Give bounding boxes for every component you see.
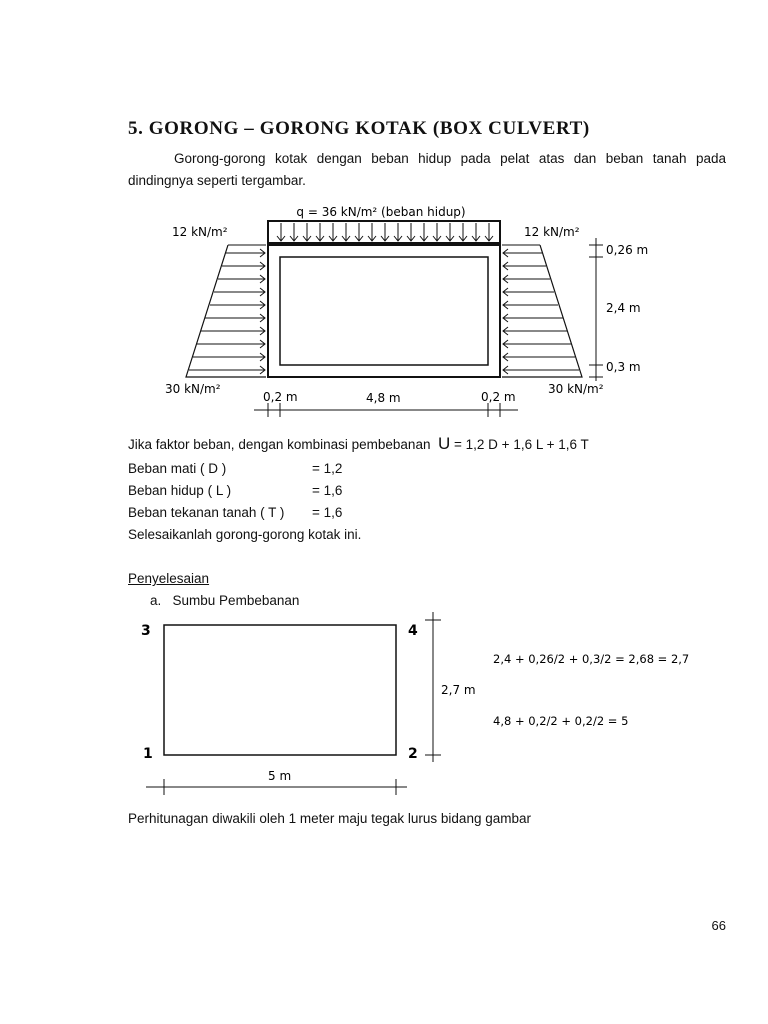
step-a <box>150 593 299 608</box>
horizontal-dimension <box>254 403 518 417</box>
live-load-arrows <box>277 223 493 241</box>
intro-text: Gorong-gorong kotak dengan beban hidup pada pelat atas dan beban tanah pada dindingnya seperti tergambar. <box>128 151 726 188</box>
dim-height: 2,4 m <box>606 301 641 315</box>
vertical-dimension <box>589 238 603 381</box>
top-left-pressure: 12 kN/m² <box>172 225 228 239</box>
left-pressure-arrows <box>189 249 265 374</box>
node-2: 2 <box>408 746 418 762</box>
page-number: 66 <box>711 918 726 933</box>
node-3: 3 <box>141 623 151 639</box>
factor-label-soil: Beban tekanan tanah ( T ) <box>128 505 285 520</box>
bottom-left-pressure: 30 kN/m² <box>165 382 221 396</box>
combo-formula: = 1,2 D + 1,6 L + 1,6 T <box>454 437 589 452</box>
right-pressure-arrows <box>503 249 579 374</box>
frame-vertical-dimension <box>425 612 441 762</box>
culvert-outer <box>268 245 500 377</box>
bottom-right-pressure: 30 kN/m² <box>548 382 604 396</box>
dim-top-slab: 0,26 m <box>606 243 649 257</box>
load-combination-line <box>128 434 589 454</box>
factor-value-dead: = 1,2 <box>312 461 343 476</box>
note-text: Perhitunagan diwakili oleh 1 meter maju tegak lurus bidang gambar <box>128 811 531 826</box>
frame-height-label: 2,7 m <box>441 683 476 697</box>
factor-value-soil: = 1,6 <box>312 505 343 520</box>
calc-width: 4,8 + 0,2/2 + 0,2/2 = 5 <box>493 714 629 728</box>
top-right-pressure: 12 kN/m² <box>524 225 580 239</box>
dim-bottom-slab: 0,3 m <box>606 360 641 374</box>
node-1: 1 <box>143 746 153 762</box>
task-text: Selesaikanlah gorong-gorong kotak ini. <box>128 527 362 542</box>
calc-height: 2,4 + 0,26/2 + 0,3/2 = 2,68 = 2,7 <box>493 652 690 666</box>
node-4: 4 <box>408 623 418 639</box>
dim-left-wall: 0,2 m <box>263 390 298 404</box>
step-a-marker: a. <box>150 593 162 608</box>
step-a-text: Sumbu Pembebanan <box>172 593 300 608</box>
factor-label-dead: Beban mati ( D ) <box>128 461 227 476</box>
factor-value-live: = 1,6 <box>312 483 343 498</box>
combo-prefix: Jika faktor beban, dengan kombinasi pembebanan <box>128 437 431 452</box>
combo-u-symbol: U <box>437 434 451 453</box>
culvert-inner <box>280 257 488 365</box>
box-culvert-figure <box>0 190 768 420</box>
frame-rectangle <box>164 625 396 755</box>
frame-width-label: 5 m <box>268 769 292 783</box>
live-load-label: q = 36 kN/m² (beban hidup) <box>296 205 466 219</box>
intro-paragraph <box>128 148 726 192</box>
section-title: 5. GORONG – GORONG KOTAK (BOX CULVERT) <box>128 118 590 139</box>
loading-axis-figure <box>0 610 768 795</box>
factor-label-live: Beban hidup ( L ) <box>128 483 232 498</box>
dim-right-wall: 0,2 m <box>481 390 516 404</box>
dim-span: 4,8 m <box>366 391 401 405</box>
solution-heading: Penyelesaian <box>128 571 210 586</box>
